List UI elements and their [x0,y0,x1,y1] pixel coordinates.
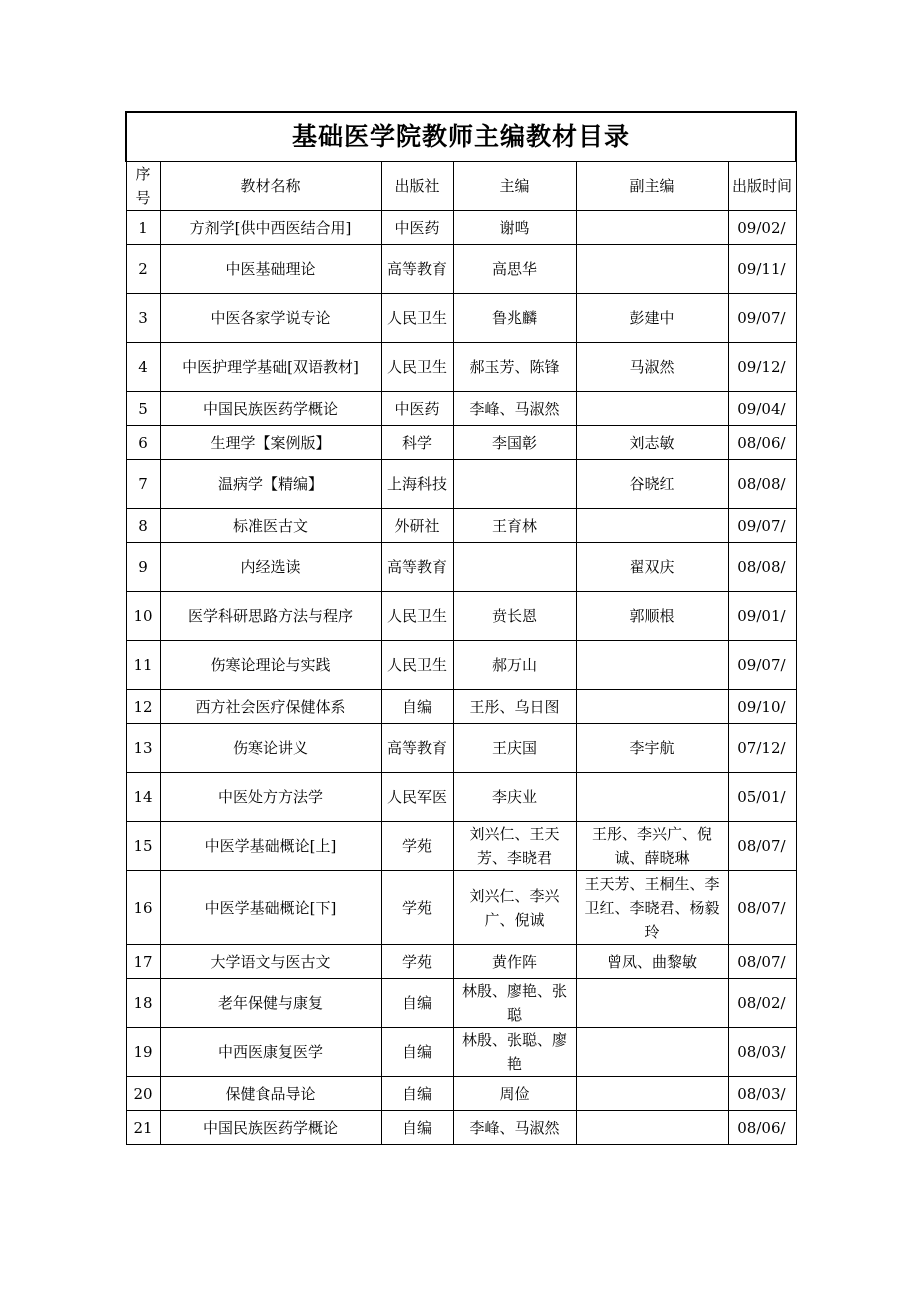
cell-date: 09/02/ [728,211,796,245]
table-row [126,294,796,343]
cell-deputy-editor [576,211,728,245]
cell-name: 温病学【精编】 [160,460,381,509]
cell-editor: 郝玉芳、陈锋 [453,343,576,392]
cell-editor: 周俭 [453,1077,576,1111]
cell-no: 6 [126,426,160,460]
cell-date: 05/01/ [728,773,796,822]
cell-publisher: 人民卫生 [381,592,453,641]
header-publisher: 出版社 [381,162,453,211]
cell-deputy-editor [576,509,728,543]
cell-publisher: 人民卫生 [381,641,453,690]
header-name: 教材名称 [160,162,381,211]
cell-publisher: 自编 [381,1077,453,1111]
cell-editor: 郝万山 [453,641,576,690]
cell-publisher: 人民军医 [381,773,453,822]
cell-date: 08/07/ [728,871,796,945]
cell-date: 08/06/ [728,1111,796,1145]
table-body [126,211,796,1145]
cell-deputy-editor: 马淑然 [576,343,728,392]
cell-editor: 王育林 [453,509,576,543]
cell-deputy-editor [576,1028,728,1077]
textbook-table [125,111,797,1145]
table-row [126,1028,796,1077]
cell-editor: 林殷、廖艳、张聪 [453,979,576,1028]
cell-deputy-editor [576,773,728,822]
cell-no: 5 [126,392,160,426]
cell-editor: 李峰、马淑然 [453,1111,576,1145]
cell-editor [453,460,576,509]
cell-publisher: 人民卫生 [381,294,453,343]
cell-deputy-editor: 王天芳、王桐生、李卫红、李晓君、杨毅玲 [576,871,728,945]
cell-date: 08/08/ [728,460,796,509]
cell-name: 中医学基础概论[下] [160,871,381,945]
cell-editor: 李峰、马淑然 [453,392,576,426]
document-title: 基础医学院教师主编教材目录 [126,112,796,162]
cell-no: 9 [126,543,160,592]
table-row [126,724,796,773]
cell-publisher: 中医药 [381,392,453,426]
table-row [126,211,796,245]
cell-name: 伤寒论理论与实践 [160,641,381,690]
cell-no: 16 [126,871,160,945]
cell-deputy-editor: 曾凤、曲黎敏 [576,945,728,979]
cell-publisher: 学苑 [381,822,453,871]
cell-publisher: 自编 [381,1028,453,1077]
cell-date: 09/10/ [728,690,796,724]
cell-date: 08/02/ [728,979,796,1028]
cell-publisher: 科学 [381,426,453,460]
cell-date: 08/08/ [728,543,796,592]
table-row [126,773,796,822]
table-row [126,690,796,724]
cell-publisher: 高等教育 [381,724,453,773]
cell-name: 中医基础理论 [160,245,381,294]
cell-no: 18 [126,979,160,1028]
cell-deputy-editor: 李宇航 [576,724,728,773]
table-row [126,592,796,641]
cell-publisher: 中医药 [381,211,453,245]
cell-publisher: 高等教育 [381,245,453,294]
cell-no: 15 [126,822,160,871]
cell-deputy-editor: 翟双庆 [576,543,728,592]
cell-editor: 高思华 [453,245,576,294]
table-row [126,509,796,543]
header-deputy-editor: 副主编 [576,162,728,211]
cell-deputy-editor: 彭建中 [576,294,728,343]
cell-name: 中医各家学说专论 [160,294,381,343]
cell-name: 大学语文与医古文 [160,945,381,979]
cell-date: 08/03/ [728,1077,796,1111]
cell-name: 医学科研思路方法与程序 [160,592,381,641]
cell-no: 1 [126,211,160,245]
cell-editor: 李庆业 [453,773,576,822]
cell-name: 中国民族医药学概论 [160,392,381,426]
cell-name: 中西医康复医学 [160,1028,381,1077]
cell-no: 8 [126,509,160,543]
cell-editor: 黄作阵 [453,945,576,979]
cell-editor: 鲁兆麟 [453,294,576,343]
cell-no: 3 [126,294,160,343]
cell-name: 方剂学[供中西医结合用] [160,211,381,245]
cell-no: 12 [126,690,160,724]
cell-deputy-editor: 谷晓红 [576,460,728,509]
cell-date: 09/07/ [728,641,796,690]
cell-name: 标准医古文 [160,509,381,543]
cell-publisher: 上海科技 [381,460,453,509]
cell-name: 中医护理学基础[双语教材] [160,343,381,392]
cell-name: 老年保健与康复 [160,979,381,1028]
cell-name: 保健食品导论 [160,1077,381,1111]
cell-deputy-editor [576,1077,728,1111]
cell-no: 20 [126,1077,160,1111]
cell-date: 09/04/ [728,392,796,426]
header-no: 序号 [126,162,160,211]
cell-publisher: 学苑 [381,871,453,945]
cell-publisher: 自编 [381,1111,453,1145]
cell-deputy-editor [576,1111,728,1145]
cell-deputy-editor [576,392,728,426]
cell-name: 西方社会医疗保健体系 [160,690,381,724]
cell-date: 08/06/ [728,426,796,460]
cell-editor: 刘兴仁、王天芳、李晓君 [453,822,576,871]
table-row [126,1111,796,1145]
cell-no: 4 [126,343,160,392]
cell-publisher: 自编 [381,979,453,1028]
cell-editor: 王庆国 [453,724,576,773]
cell-date: 09/11/ [728,245,796,294]
table-row [126,245,796,294]
cell-date: 09/07/ [728,294,796,343]
cell-no: 13 [126,724,160,773]
table-row [126,945,796,979]
cell-no: 7 [126,460,160,509]
cell-editor: 贲长恩 [453,592,576,641]
table-row [126,343,796,392]
cell-editor: 王彤、乌日图 [453,690,576,724]
cell-date: 09/12/ [728,343,796,392]
cell-no: 19 [126,1028,160,1077]
table-row [126,392,796,426]
cell-no: 14 [126,773,160,822]
cell-name: 中医学基础概论[上] [160,822,381,871]
cell-name: 生理学【案例版】 [160,426,381,460]
cell-date: 09/01/ [728,592,796,641]
table-row [126,871,796,945]
table-row [126,543,796,592]
cell-publisher: 人民卫生 [381,343,453,392]
cell-deputy-editor: 郭顺根 [576,592,728,641]
cell-publisher: 外研社 [381,509,453,543]
cell-publisher: 高等教育 [381,543,453,592]
cell-name: 中医处方方法学 [160,773,381,822]
cell-deputy-editor [576,245,728,294]
cell-editor: 林殷、张聪、廖艳 [453,1028,576,1077]
cell-publisher: 自编 [381,690,453,724]
table-row [126,822,796,871]
cell-publisher: 学苑 [381,945,453,979]
table-row [126,641,796,690]
cell-date: 08/03/ [728,1028,796,1077]
table-row [126,460,796,509]
header-editor: 主编 [453,162,576,211]
table-row [126,979,796,1028]
cell-deputy-editor [576,979,728,1028]
cell-deputy-editor: 刘志敏 [576,426,728,460]
cell-date: 08/07/ [728,945,796,979]
header-date: 出版时间 [728,162,796,211]
cell-deputy-editor: 王彤、李兴广、倪诚、薛晓琳 [576,822,728,871]
cell-editor: 李国彰 [453,426,576,460]
cell-name: 内经选读 [160,543,381,592]
cell-date: 09/07/ [728,509,796,543]
cell-no: 17 [126,945,160,979]
cell-name: 伤寒论讲义 [160,724,381,773]
cell-no: 11 [126,641,160,690]
cell-deputy-editor [576,641,728,690]
cell-editor: 谢鸣 [453,211,576,245]
cell-name: 中国民族医药学概论 [160,1111,381,1145]
cell-no: 21 [126,1111,160,1145]
cell-date: 08/07/ [728,822,796,871]
cell-no: 2 [126,245,160,294]
table-row [126,1077,796,1111]
table-row [126,426,796,460]
cell-date: 07/12/ [728,724,796,773]
cell-deputy-editor [576,690,728,724]
cell-editor: 刘兴仁、李兴广、倪诚 [453,871,576,945]
cell-no: 10 [126,592,160,641]
cell-editor [453,543,576,592]
